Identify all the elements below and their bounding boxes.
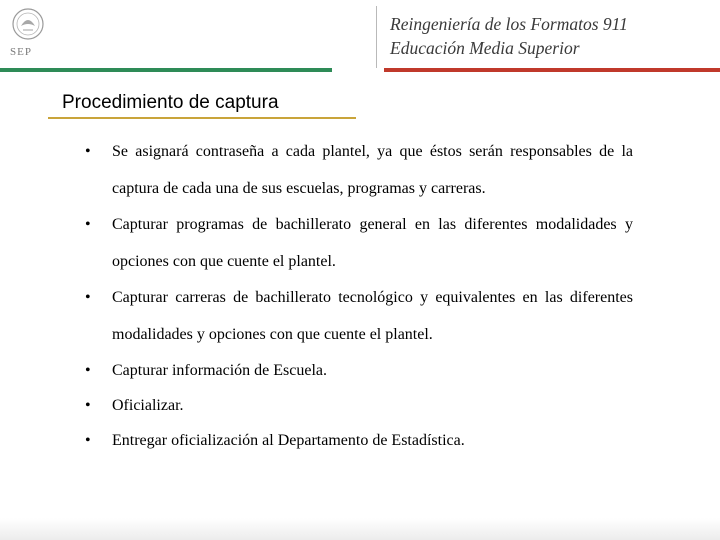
header-line-2: Educación Media Superior xyxy=(390,38,580,58)
tricolor-band xyxy=(0,68,720,72)
header-line-1: Reingeniería de los Formatos 911 xyxy=(390,14,628,34)
title-underline xyxy=(48,117,356,119)
bullet-item: • Capturar información de Escuela. xyxy=(85,353,633,388)
sep-label: SEP xyxy=(10,46,32,58)
coat-of-arms-icon xyxy=(6,6,50,42)
header-title xyxy=(390,12,628,60)
band-white xyxy=(332,68,384,72)
band-red xyxy=(384,68,720,72)
bullet-item: • Capturar programas de bachillerato general en las diferentes modalidades y opciones con que cuente el plantel. xyxy=(85,207,633,280)
bullet-item: • Oficializar. xyxy=(85,388,633,423)
section-title: Procedimiento de captura xyxy=(62,92,279,113)
bullet-item: • Capturar carreras de bachillerato tecnológico y equivalentes en las diferentes modalidades y opciones con que cuente el plantel. xyxy=(85,280,633,353)
header-divider xyxy=(376,6,377,68)
sep-logo xyxy=(6,6,54,66)
bullet-item: • Entregar oficialización al Departamento de Estadística. xyxy=(85,423,633,458)
footer-shade xyxy=(0,518,720,540)
bullet-item: • Se asignará contraseña a cada plantel, ya que éstos serán responsables de la captura de cada una de sus escuelas, programas y carreras. xyxy=(85,134,633,207)
bullet-list xyxy=(85,134,633,458)
band-green xyxy=(0,68,332,72)
